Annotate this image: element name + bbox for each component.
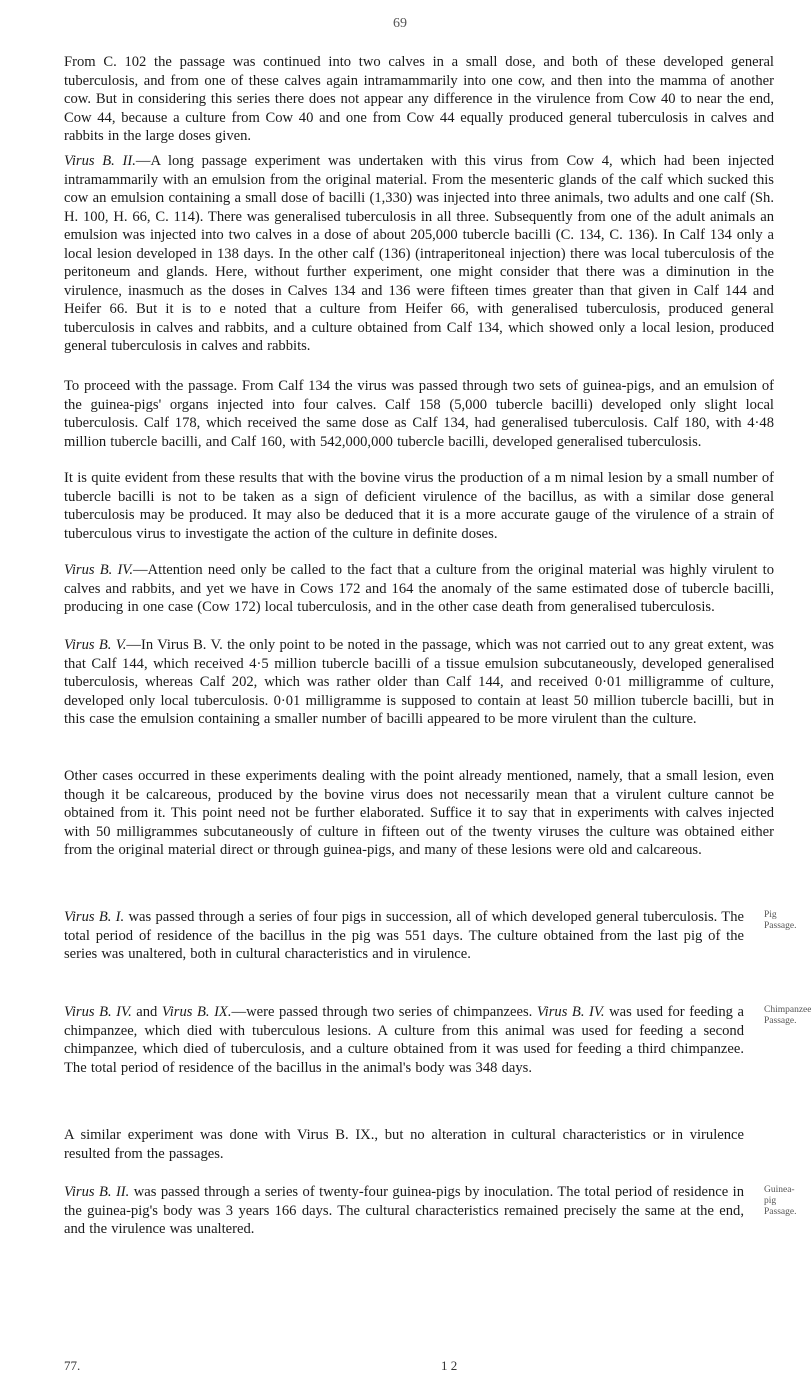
footer-sheet-mark: 1 2	[441, 1358, 458, 1373]
margin-note-chimpanzee-passage: Chimpanzee Passage.	[764, 1005, 811, 1026]
paragraph: Virus B. II.—A long passage experiment was undertaken with this virus from Cow 4, which had been injected intramammarily with an emulsion from the original material. From the mesenteric glands of the calf which sucked this cow an emulsion containing a small dose of bacilli (1,330) was injected into three animals, two adults and one calf (Sh. H. 100, H. 66, C. 114). There was generalised tuberculosis in all three. Subsequently from one of the adult animals an emulsion was injected into two calves in a dose of about 205,000 tubercle bacilli (C. 134, C. 136). In Calf 134 only a local lesion developed in 138 days. In the other calf (136) (intraperitoneal injection) there was local tuberculosis of the peritoneum and glands. Here, without further experiment, one might consider that there was a diminution in the virulence, inasmuch as the doses in Calves 134 and 136 were fifteen times greater than that given in Calf 144 and Heifer 66. But it is to e noted that a culture from Heifer 66, with generalised tuberculosis, produced general tuberculosis in calves and rabbits, and a culture obtained from Calf 134, which showed only a local lesion, produced general tuberculosis in calves and rabbits.	[64, 153, 774, 354]
page-number: 69	[393, 16, 407, 31]
paragraph: Virus B. I. was passed through a series of four pigs in succession, all of which developed general tuberculosis. The total period of residence of the bacillus in the pig was 551 days. The culture obtained from the last pig of the series was unaltered, both in cultural characteristics and in virulence.	[64, 909, 744, 962]
virus-heading: Virus B. II.	[64, 1184, 130, 1200]
paragraph: Virus B. II. was passed through a series of twenty-four guinea-pigs by inoculation. The total period of residence in the guinea-pig's body was 3 years 166 days. The cultural characteristics remained precisely the same at the end, and the virulence was unaltered.	[64, 1184, 744, 1237]
margin-note-pig-passage: Pig Passage.	[764, 910, 797, 931]
paragraph: It is quite evident from these results that with the bovine virus the production of a m nimal lesion by a small number of tubercle bacilli is not to be taken as a sign of deficient virulence of the bacillus, as with a similar dose general tuberculosis may be produced. It may also be deduced that it is a more accurate gauge of the virulence of a strain of tuberculous virus to investigate the action of the culture in definite doses.	[64, 470, 774, 542]
virus-heading: Virus B. IV.	[64, 562, 133, 578]
paragraph: From C. 102 the passage was continued into two calves in a small dose, and both of these developed general tuberculosis, and from one of these calves again intramammarily into one cow, and then into the mamma of another cow. But in considering this series there does not appear any difference in the virulence from Cow 40 to near the end, Cow 44, because a culture from Cow 40 and one from Cow 44 equally produced general tuberculosis in calves and rabbits in the large doses given.	[64, 54, 774, 144]
paragraph: To proceed with the passage. From Calf 134 the virus was passed through two sets of guinea-pigs, and an emulsion of the guinea-pigs' organs injected into four calves. Calf 158 (5,000 tubercle bacilli) developed only slight local tuberculosis. Calf 178, which received the same dose as Calf 134, had generalised tuberculosis. Calf 180, with 4·48 million tubercle bacilli, and Calf 160, with 542,000,000 tubercle bacilli, developed generalised tuberculosis.	[64, 378, 774, 450]
virus-heading: Virus B. I.	[64, 909, 125, 925]
footer-signature-mark: 77.	[64, 1358, 81, 1373]
virus-heading: Virus B. V.	[64, 637, 127, 653]
paragraph: Virus B. IV. and Virus B. IX.—were passed through two series of chimpanzees. Virus B. IV. was used for feeding a chimpanzee, which died with tuberculous lesions. A culture from this animal was used for feeding a second chimpanzee, which died of tuberculosis, and a culture obtained from it was used for feeding a third chimpanzee. The total period of residence of the bacillus in the animal's body was 348 days.	[64, 1004, 744, 1076]
margin-note-guinea-pig-passage: Guinea-pig Passage.	[764, 1185, 797, 1217]
paragraph: Other cases occurred in these experiments dealing with the point already mentioned, namely, that a small lesion, even though it be calcareous, produced by the bovine virus does not necessarily mean that a virulent culture cannot be obtained from it. This point need not be further elaborated. Suffice it to say that in experiments with calves injected with 50 milligrammes subcutaneously of culture in fifteen out of the twenty viruses the culture was obtained either from the original material direct or through guinea-pigs, and many of these lesions were old and calcareous.	[64, 768, 774, 858]
paragraph: Virus B. IV.—Attention need only be called to the fact that a culture from the original material was highly virulent to calves and rabbits, and yet we have in Cows 172 and 164 the anomaly of the same estimated dose of tubercle bacilli, producing in one case (Cow 172) local tuberculosis, and in the other case death from generalised tuberculosis.	[64, 562, 774, 615]
virus-heading: Virus B. II.	[64, 153, 136, 169]
paragraph: A similar experiment was done with Virus B. IX., but no alteration in cultural characteristics or in virulence resulted from the passages.	[64, 1127, 744, 1162]
paragraph: Virus B. V.—In Virus B. V. the only point to be noted in the passage, which was not carried out to any great extent, was that Calf 144, which received 4·5 million tubercle bacilli of a tissue emulsion subcutaneously, developed generalised tuberculosis, whereas Calf 202, which was rather older than Calf 144, and received 0·01 milligramme of culture, developed only local tuberculosis. 0·01 milligramme is supposed to contain at least 50 million tubercle bacilli, but in this case the emulsion containing a smaller number of bacilli appeared to be more virulent than the culture.	[64, 637, 774, 727]
